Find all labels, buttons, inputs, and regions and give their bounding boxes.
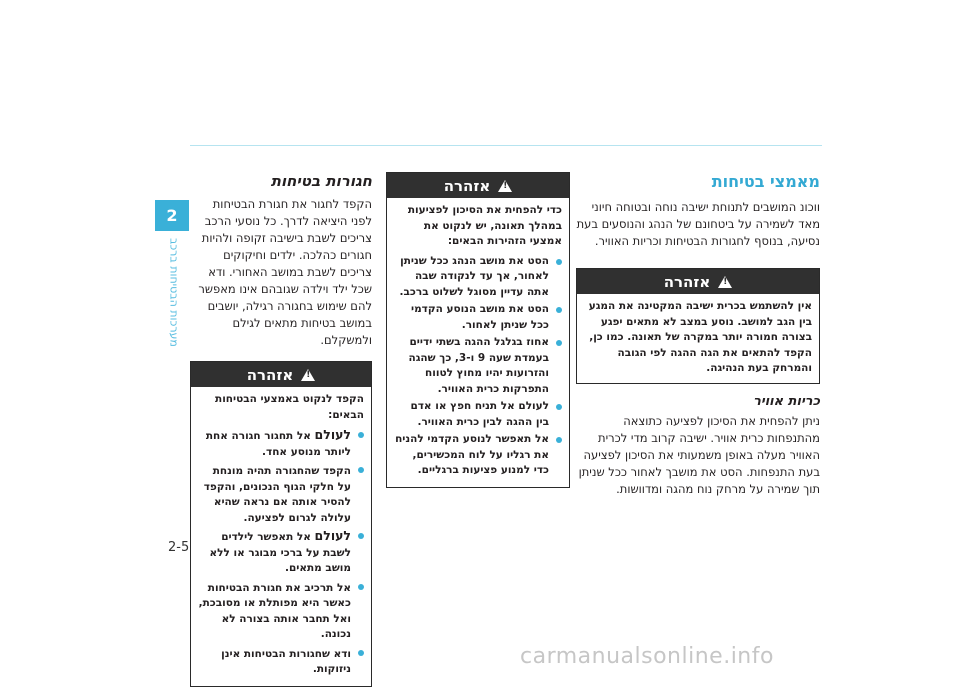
bullet-icon (358, 650, 364, 656)
section-heading-seatbelts: חגורות בטיחות (270, 172, 372, 190)
section-heading-safety: מאמצי בטיחות (711, 172, 820, 191)
list-item: לעולם אל תחגור חגורה אחת ליותר מנוסע אחד. (198, 427, 364, 460)
bullet-icon (556, 437, 562, 443)
list-item: לעולם אל תאפשר לילדים לשבת על ברכי מבוגר או ללא מושב מתאים. (198, 528, 364, 577)
middle-column (386, 172, 570, 488)
bullet-icon (556, 340, 562, 346)
warning-box-driving (386, 172, 570, 488)
warning-triangle-icon (301, 369, 315, 381)
list-item: הסט את מושב הנהג ככל שניתן לאחור, אך עד לנקודה שבה אתה עדיין מסוגל לשלוט ברכב. (394, 254, 562, 301)
list-item: הקפד שהחגורה תהיה מונחת על חלקי הגוף הנכונים, והקפד להסיר אותה אם נראה שהיא עלולה לגרום לפציעה. (198, 462, 364, 526)
list-item: הסט את מושב הנוסע הקדמי ככל שניתן לאחור. (394, 302, 562, 333)
warning-header (191, 362, 371, 387)
page-number: 2-5 (168, 540, 190, 555)
list-item: לעולם אל תניח חפץ או אדם בין ההגה לבין כרית האוויר. (394, 399, 562, 430)
list-item: אל תאפשר לנוסע הקדמי להניח את רגליו על לוח המכשירים, כדי למנוע פציעות ברגליים. (394, 432, 562, 479)
list-item: אחוז בגלגל ההגה בשתי ידיים בעמדת שעה 9 ו-3, כך שהגה והזרועות יהיו מחוץ לטווח התפרקות כרית האוויר. (394, 335, 562, 397)
warning-header (577, 269, 819, 294)
warning-title: אזהרה (663, 272, 711, 291)
warning-box-seatbelts (190, 361, 372, 687)
bullet-icon (358, 533, 364, 539)
warning-header (387, 173, 569, 198)
top-rule (190, 145, 822, 146)
warning-triangle-icon (498, 180, 512, 192)
right-column (576, 172, 820, 498)
subheading-airbags: כריות אוויר (753, 393, 820, 409)
bullet-icon (358, 467, 364, 473)
warning-text: אין להשתמש בכרית ישיבה המקטינה את המגע בין הגב למושב. נוסע במצב לא מתאים יפגע בצורה חמורה יותר במקרה של תאונה. כמו כן, הקפד להתאים את הגה ההגה לפי הגובה והמרחק בעת הנהיגה. (588, 300, 812, 374)
list-item: ודא שחגורות הבטיחות אינן ניזוקות. (198, 645, 364, 678)
left-column (190, 172, 372, 687)
seatbelts-paragraph: הקפד לחגור את חגורת הבטיחות לפני היציאה לדרך. כל נוסעי הרכב צריכים לשבת בישיבה זקופה ולהיות חגורים כהלכה. ילדים וחיקוקים צריכים לשבת במושב האחורי. ודא שכל ילד וילדה שגובהם אינו מאפשר להם שימוש בחגורה רגילה, יושבים במושב בטיחות מתאים לגילם ולמשקלם. (198, 197, 372, 347)
warning-intro: כדי להפחית את הסיכון לפציעות במהלך תאונה, יש לנקוט את אמצעי הזהירות הבאים: (407, 204, 562, 247)
warning-title: אזהרה (246, 365, 294, 384)
warning-box-seating (576, 268, 820, 384)
warning-intro: הקפד לנקוט באמצעי הבטיחות הבאים: (215, 393, 364, 421)
bullet-icon (556, 404, 562, 410)
bullet-icon (358, 432, 364, 438)
airbags-paragraph: ניתן להפחית את הסיכון לפציעה כתוצאה מהתנפחות כרית אוויר. ישיבה קרוב מדי לכרית האוויר מעלה באופן משמעותי את הסיכון לפציעה בעת התנפחות. הסט את מושבך לאחור ככל שניתן תוך שמירה על מרחק נוח מהגה ומדוושות. (578, 413, 820, 496)
chapter-number-tab: 2 (155, 200, 189, 231)
bullet-icon (556, 307, 562, 313)
safety-paragraph: ווכונ המושבים לתנוחת ישיבה נוחה ובטוחה חיוני מאד לשמירה על ביטחונם של הנהג והנוסעים בעת נסיעה, בנוסף לחגורות הבטיחות וכריות האוויר. (576, 200, 820, 248)
bullet-icon (358, 584, 364, 590)
bullet-icon (556, 259, 562, 265)
chapter-side-title: מערכות הבטיחות ברכב (167, 238, 181, 347)
warning-triangle-icon (718, 276, 732, 288)
footer-watermark: carmanualsonline.info (520, 644, 774, 669)
list-item: אל תרכיב את חגורת הבטיחות כאשר היא מפותלת או מסובכת, ואל תחבר אותה בצורה לא נכונה. (198, 579, 364, 643)
warning-title: אזהרה (443, 176, 491, 195)
